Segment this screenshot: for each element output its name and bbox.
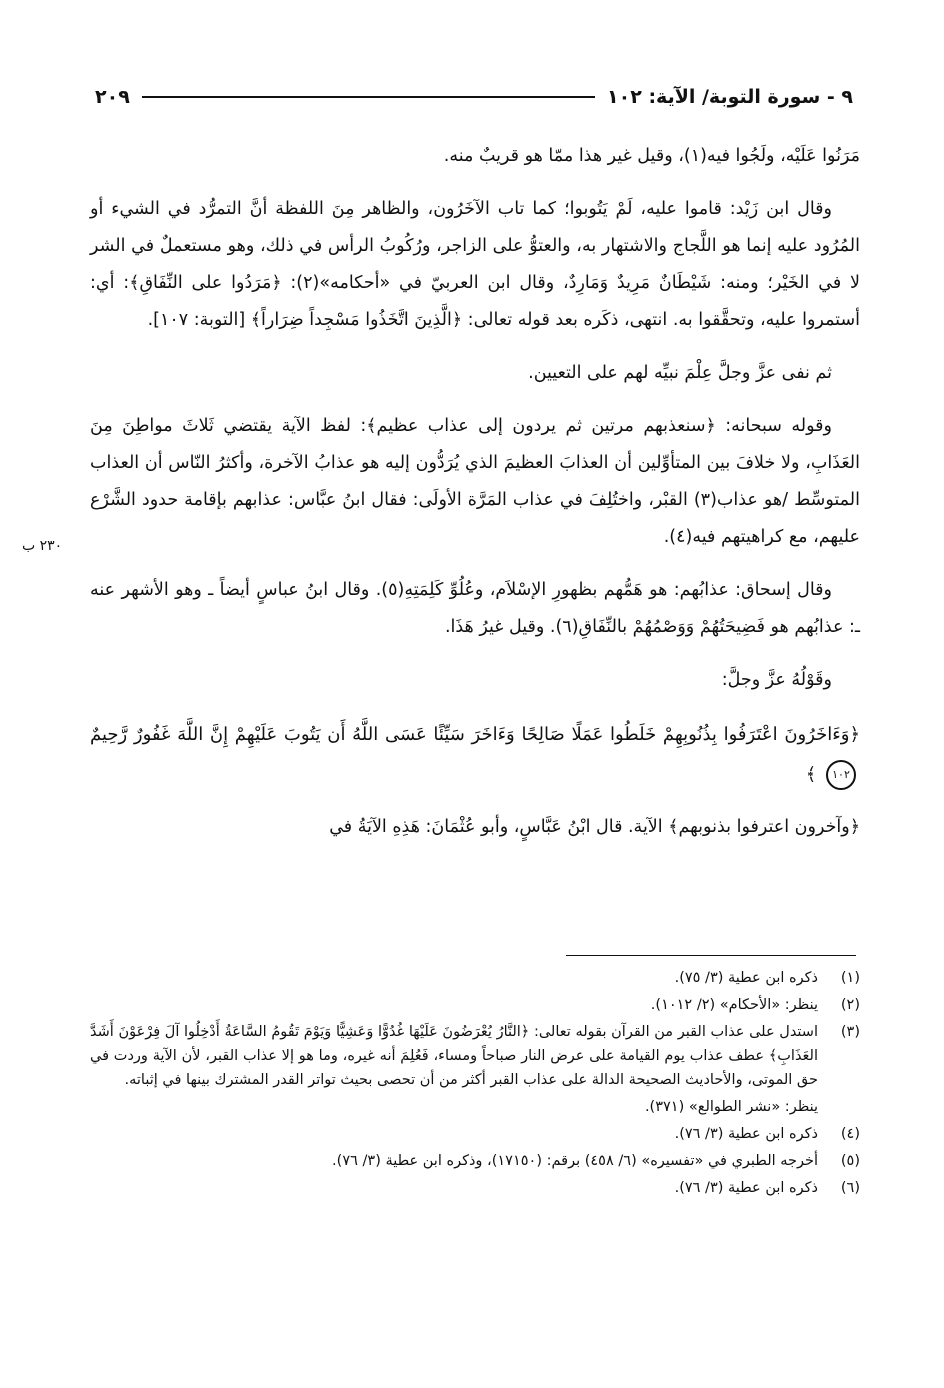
paragraph: وقال إسحاق: عذابُهم: هو هَمُّهم بظهورِ الإسْلاَم، وعُلُوِّ كَلِمَتِهِ(٥). وقال ابنُ عباسٍ أيضاً ـ وهو الأشهر عنه ـ: عذابُهم هو فَضِيحَتُهُمْ وَوَصْمُهُمْ بالنِّفَاقِ(٦). وقيل غيرُ هَذَا.	[90, 580, 860, 637]
quran-verse	[90, 715, 860, 795]
footnote	[90, 1122, 860, 1146]
main-text	[90, 138, 860, 862]
footnote-text: ينظر: «الأحكام» (٢/ ١٠١٢).	[650, 997, 818, 1013]
footnote	[90, 1020, 860, 1092]
paragraph: وقَوْلُهُ عزَّ وجلَّ:	[721, 670, 832, 690]
footnote-separator	[566, 955, 856, 956]
running-header	[95, 82, 853, 112]
paragraph: وقوله سبحانه: ﴿سنعذبهم مرتين ثم يردون إلى عذاب عظيم﴾: لفظ الآية يقتضي ثَلاثَ مواطِنَ مِنَ العَذَابِ، ولا خلافَ بين المتأوِّلين أن العذابَ العظيمَ الذي يُرَدُّون إليه هو عذابُ الآخرة، وأكثرُ النّاس أن العذاب المتوسِّط /هو عذاب(٣) القبْر، واختُلِفَ في عذاب المَرَّة الأولَى: فقال ابنُ عبَّاس: عذابهم بإقامة حدود الشَّرْع عليهم، مع كراهيتهم فيه(٤).	[90, 416, 860, 547]
footnote-text: استدل على عذاب القبر من القرآن بقوله تعالى: ﴿النَّارُ يُعْرَضُونَ عَلَيْهَا غُدُوًّا وَعَشِيًّا وَيَوْمَ تَقُومُ السَّاعَةُ أَدْخِلُوا آلَ فِرْعَوْنَ أَشَدَّ العَذَابِ﴾ عطف عذاب يوم القيامة على عرض النار صباحاً ومساء، فَعُلِمَ أنه غيره، وما هو إلا عذاب القبر، لأن الآية وردت في حق الموتى، والأحاديث الصحيحة الدالة على عذاب القبر أكثر من أن تحصى بحيث تواتر القدر المشترك بينها في إثباته.	[90, 1024, 818, 1088]
footnote-number: (٥)	[840, 1153, 860, 1169]
paragraph: ﴿وآخرون اعترفوا بذنوبهم﴾ الآية. قال ابْنُ عَبَّاسٍ، وأبو عُثْمَانَ: هَذِهِ الآيَةُ في	[329, 817, 860, 837]
footnote-number: (٢)	[840, 997, 860, 1013]
chapter-title: ٩ - سورة التوبة/ الآية: ١٠٢	[607, 86, 853, 108]
footnote	[90, 966, 860, 990]
header-rule	[142, 96, 595, 98]
footnote	[90, 993, 860, 1017]
footnote-number: (١)	[840, 970, 860, 986]
footnote-number: (٤)	[840, 1126, 860, 1142]
verse-text: ﴿وَءَاخَرُونَ اعْتَرَفُوا بِذُنُوبِهِمْ خَلَطُوا عَمَلًا صَالِحًا وَءَاخَرَ سَيِّئًا عَسَى اللَّهُ أَن يَتُوبَ عَلَيْهِمْ إِنَّ اللَّهَ غَفُورٌ رَّحِيمٌ	[90, 724, 860, 745]
footnote-text: ذكره ابن عطية (٣/ ٧٦).	[674, 1180, 818, 1196]
footnotes	[90, 966, 860, 1203]
ayah-number-badge: ١٠٢	[826, 760, 856, 790]
footnote	[90, 1149, 860, 1173]
verse-closing-bracket: ﴾	[805, 764, 817, 785]
page-number: ٢٠٩	[95, 86, 130, 108]
margin-folio-note: ٢٣٠ ب	[22, 538, 63, 554]
paragraph: ثم نفى عزَّ وجلَّ عِلْمَ نبيِّه لهم على التعيين.	[528, 363, 832, 383]
footnote-text: ذكره ابن عطية (٣/ ٧٦).	[674, 1126, 818, 1142]
paragraph: وقال ابن زَيْد: قاموا عليه، لَمْ يَتُوبوا؛ كما تاب الآخَرُون، والظاهر مِنَ اللفظة أنَّ التمرُّد في الشيء أو المُرُود عليه إنما هو اللَّجاج والاشتهار به، والعتوُّ على الزاجر، ورُكُوبُ الرأس في ذلك، وهو مستعملٌ في الشر لا في الخَيْر؛ ومنه: شَيْطَانٌ مَرِيدٌ وَمَارِدٌ، وقال ابن العربيّ في «أحكامه»(٢): ﴿مَرَدُوا على النِّفَاقِ﴾: أي: أستمروا عليه، وتحقَّقوا به. انتهى، ذكَره بعد قوله تعالى: ﴿الَّذِينَ اتَّخَذُوا مَسْجِداً ضِرَاراً﴾ [التوبة: ١٠٧].	[90, 199, 860, 330]
footnote-text: أخرجه الطبري في «تفسيره» (٦/ ٤٥٨) برقم: (١٧١٥٠)، وذكره ابن عطية (٣/ ٧٦).	[332, 1153, 818, 1169]
footnote-number: (٦)	[840, 1180, 860, 1196]
footnote-number: (٣)	[840, 1024, 860, 1040]
footnote	[90, 1095, 860, 1119]
footnote	[90, 1176, 860, 1200]
paragraph: مَرَنُوا عَلَيْه، ولَجُوا فيه(١)، وقيل غير هذا ممّا هو قريبٌ منه.	[443, 146, 860, 166]
footnote-text: ينظر: «نشر الطوالع» (٣٧١).	[644, 1099, 818, 1115]
footnote-number	[818, 1095, 860, 1119]
footnote-text: ذكره ابن عطية (٣/ ٧٥).	[674, 970, 818, 986]
